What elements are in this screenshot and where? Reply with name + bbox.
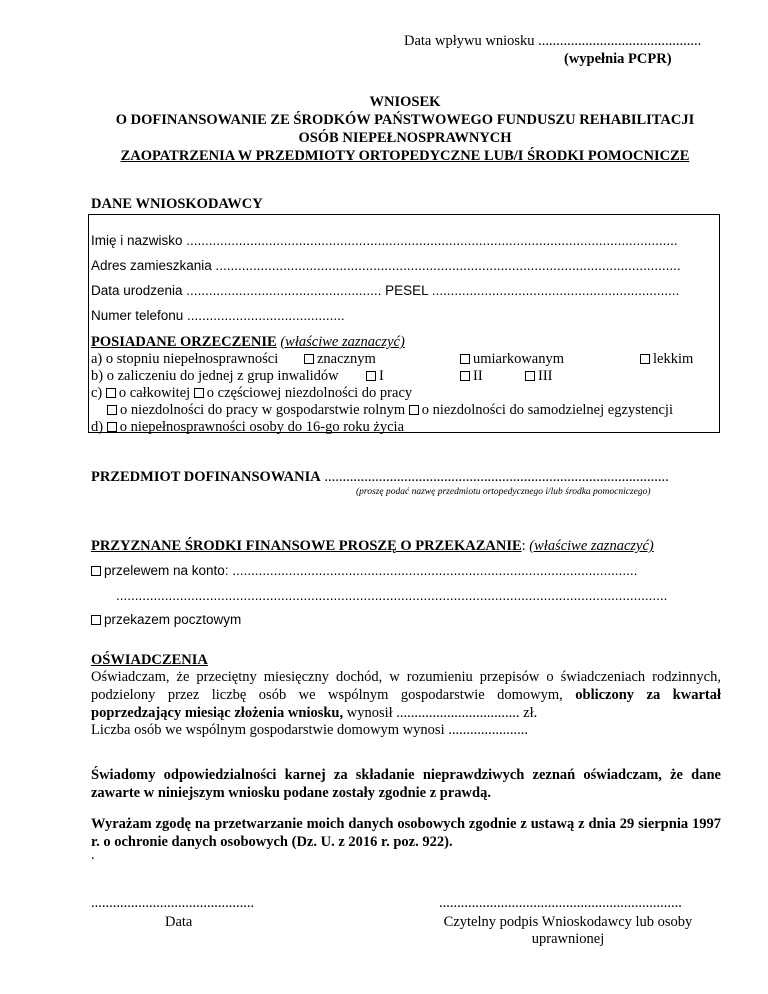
option-label: lekkim: [653, 351, 694, 367]
subject-dots[interactable]: ...............................................................................................: [324, 469, 669, 485]
payment-colon: :: [521, 538, 526, 554]
certificate-hint: (właściwe zaznaczyć): [280, 334, 405, 350]
payment-heading: PRZYZNANE ŚRODKI FINANSOWE PROSZĘ O PRZEKAZANIE: [91, 538, 522, 554]
option-farm-incapacity[interactable]: [107, 402, 405, 418]
option-group-III[interactable]: [525, 368, 553, 385]
option-label: o niepełnosprawności osoby do 16-go roku życia: [119, 419, 405, 435]
subject-row[interactable]: [91, 469, 669, 486]
date-signature-line[interactable]: .............................................: [91, 895, 255, 911]
liability-statement: Świadomy odpowiedzialności karnej za składanie nieprawdziwych zeznań oświadczam, że dane zawarte w niniejszym wniosku podane zostały zgodnie z prawdą.: [91, 767, 721, 801]
certificate-heading: POSIADANE ORZECZENIE: [91, 334, 277, 350]
checkbox-icon[interactable]: [409, 405, 419, 415]
checkbox-icon[interactable]: [194, 388, 204, 398]
checkbox-icon[interactable]: [640, 354, 650, 364]
phone-field[interactable]: Numer telefonu ..........................................: [91, 308, 345, 323]
row-a-label: a) o stopniu niepełnosprawności: [91, 351, 279, 367]
title-line-2: O DOFINANSOWANIE ZE ŚRODKÓW PAŃSTWOWEGO FUNDUSZU REHABILITACJI: [115, 112, 695, 128]
option-independent-living[interactable]: [409, 402, 673, 418]
income-text: Oświadczam, że przeciętny miesięczny dochód, w rozumieniu przepisów o świadczeniach rodzinnych, podzielony przez liczbę osób we wspólnym gospodarstwie domowym,: [91, 669, 721, 703]
checkbox-icon[interactable]: [460, 354, 470, 364]
option-label: o niezdolności do pracy w gospodarstwie rolnym: [120, 402, 406, 418]
checkbox-icon[interactable]: [107, 405, 117, 415]
row-d-prefix: d): [91, 419, 104, 435]
income-declaration: [91, 668, 721, 722]
option-label: o częściowej niezdolności do pracy: [206, 385, 413, 401]
name-field[interactable]: Imię i nazwisko ...................................................................................................................................: [91, 233, 678, 248]
row-d: [91, 419, 404, 436]
checkbox-icon[interactable]: [304, 354, 314, 364]
title-line-3: OSÓB NIEPEŁNOSPRAWNYCH: [298, 130, 512, 146]
household-size-field[interactable]: Liczba osób we wspólnym gospodarstwie domowym wynosi ......................: [91, 722, 528, 738]
checkbox-icon[interactable]: [460, 371, 470, 381]
declarations-heading: OŚWIADCZENIA: [91, 652, 208, 668]
stray-dot: .: [91, 847, 95, 863]
option-under-16[interactable]: [107, 419, 404, 435]
checkbox-icon[interactable]: [366, 371, 376, 381]
checkbox-icon[interactable]: [525, 371, 535, 381]
option-label: I: [379, 368, 384, 384]
intake-date-field[interactable]: Data wpływu wniosku .............................................: [404, 33, 702, 49]
option-label: o niezdolności do samodzielnej egzystencji: [421, 402, 673, 418]
option-group-I[interactable]: [366, 368, 384, 385]
row-b-label: b) o zaliczeniu do jednej z grup inwalidów: [91, 368, 339, 384]
option-label: umiarkowanym: [473, 351, 565, 367]
option-significant[interactable]: [304, 351, 376, 368]
checkbox-icon[interactable]: [107, 422, 117, 432]
checkbox-icon[interactable]: [91, 615, 101, 625]
option-moderate[interactable]: [460, 351, 564, 368]
title-line-1: WNIOSEK: [369, 94, 441, 110]
subject-hint: (proszę podać nazwę przedmiotu ortopedycznego i/lub środka pomocniczego): [356, 487, 651, 497]
option-label: o całkowitej: [118, 385, 191, 401]
row-c-second: [107, 402, 673, 419]
option-light[interactable]: [640, 351, 693, 368]
fill-note: (wypełnia PCPR): [564, 51, 672, 67]
payment-hint: (właściwe zaznaczyć): [529, 538, 654, 554]
applicant-heading: DANE WNIOSKODAWCY: [91, 196, 263, 212]
address-field[interactable]: Adres zamieszkania ............................................................................................................................: [91, 258, 681, 273]
option-label: II: [473, 368, 483, 384]
consent-statement: Wyrażam zgodę na przetwarzanie moich danych osobowych zgodnie z ustawą z dnia 29 sierpnia 1997 r. o ochronie danych osobowych (Dz. U. z 2016 r. poz. 922).: [91, 816, 721, 850]
signature-label-2: uprawnionej: [531, 931, 605, 947]
title-line-4: ZAOPATRZENIA W PRZEDMIOTY ORTOPEDYCZNE LUB/I ŚRODKI POMOCNICZE: [120, 148, 690, 164]
payment-heading-row: [91, 538, 654, 555]
option-label: III: [538, 368, 553, 384]
income-bold-text: obliczony za kwartał poprzedzający miesiąc złożenia wniosku,: [91, 687, 721, 721]
option-group-II[interactable]: [460, 368, 483, 385]
birth-pesel-field[interactable]: Data urodzenia .................................................... PESEL ..................................................................: [91, 283, 680, 298]
option-partial-incapacity[interactable]: [194, 385, 412, 401]
signature-label-1: Czytelny podpis Wnioskodawcy lub osoby: [443, 914, 693, 930]
account-number-line[interactable]: ...................................................................................................................................................: [116, 588, 668, 603]
checkbox-icon[interactable]: [91, 566, 101, 576]
option-label: znacznym: [317, 351, 376, 367]
checkbox-icon[interactable]: [106, 388, 116, 398]
option-total-incapacity[interactable]: [106, 385, 190, 401]
date-label: Data: [165, 914, 193, 930]
row-c: [91, 385, 412, 402]
transfer-label: przelewem na konto: ............................................................................................................: [104, 563, 638, 578]
postal-label: przekazem pocztowym: [104, 612, 242, 627]
applicant-signature-line[interactable]: ...................................................................: [439, 895, 682, 911]
certificate-heading-row: [91, 334, 405, 351]
option-postal-order[interactable]: [91, 612, 241, 627]
row-c-prefix: c): [91, 385, 103, 401]
income-amount-field[interactable]: wynosił .................................. zł.: [343, 705, 538, 721]
subject-label: PRZEDMIOT DOFINANSOWANIA: [91, 469, 321, 485]
option-bank-transfer[interactable]: [91, 563, 637, 578]
